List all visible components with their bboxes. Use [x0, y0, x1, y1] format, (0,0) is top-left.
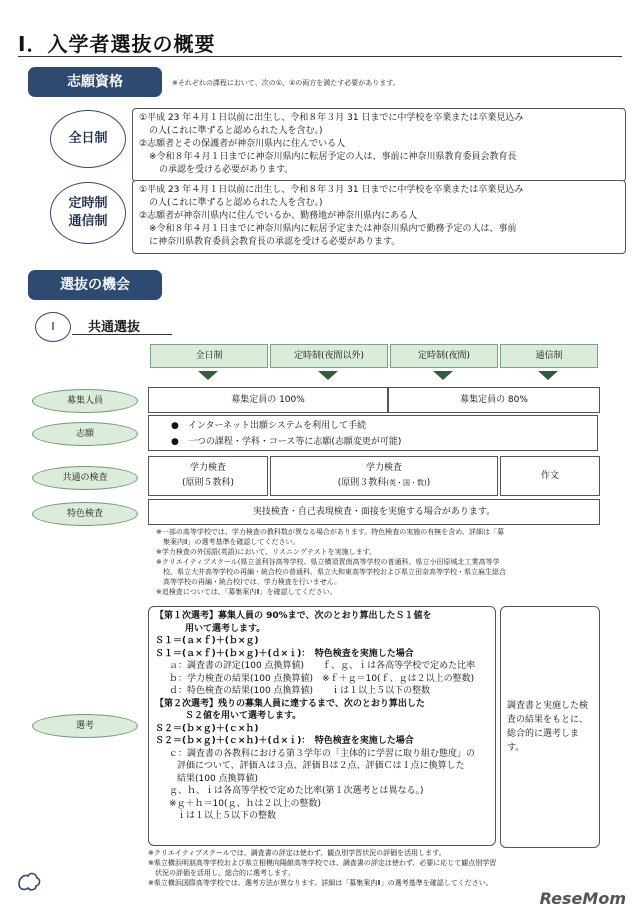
kyotsu-cell-3-text: 作文	[540, 470, 559, 481]
kyotsu-cell-1-line-2: (原則５教科)	[181, 478, 235, 488]
kyotsu-cell-2-line-2	[338, 476, 431, 491]
column-zennichi: 全日制	[150, 344, 268, 368]
senko-line: 【第１次選考】募集人員の 90%まで、次のとおり算出したＳ１値を	[155, 611, 432, 621]
row-label-shigan: 志願	[32, 422, 138, 446]
subsection-title: 共通選抜	[88, 320, 141, 335]
bullet-icon: ●	[171, 437, 188, 447]
shigan-item-1	[171, 418, 597, 434]
qualification-note: ※それぞれの課程において、次の①、②の両方を満たす必要があります。	[172, 79, 400, 87]
senko-line: 結果(100 点換算値)	[177, 773, 259, 784]
brand-logo: ReseMom	[539, 889, 626, 908]
senko-line: ※ｇ＋ｈ＝10(ｇ、ｈは２以上の整数)	[169, 798, 322, 809]
kyotsu-cell-2-main: (原則３教科	[337, 478, 387, 488]
senko-line: 評価について、評価Ａは３点、評価Ｂは２点、評価Ｃは１点に換算した	[177, 761, 465, 771]
senko-line: Ｓ２＝(ｂ×ｇ)＋(ｃ×ｈ)＋(ｄ×ｉ)： 特色検査を実施した場合	[155, 736, 414, 746]
column-teiji-night: 定時制(夜間)	[390, 344, 498, 368]
row-label-senko: 選考	[32, 714, 138, 738]
footnote-3: 状況の評価を活用し、総合的に選考します。	[155, 869, 295, 877]
kanagawa-mark-icon	[16, 870, 42, 894]
zennichi-qualification-box	[132, 108, 626, 182]
arrow-down-icon	[538, 371, 558, 380]
row-label-boshu: 募集人員	[32, 389, 138, 413]
arrow-down-icon	[198, 371, 218, 380]
kensa-note-4: ※クリエイティブスクール(県立釜利谷高等学校、県立横須賀南高等学校の普通科、県立小田原城北工業高等学	[156, 558, 500, 566]
footnote-1: ※クリエイティブスクールでは、調査書の評定は使わず、観点別学習状況の評価を活用します。	[148, 849, 446, 857]
senko-line: Ｓ２値を用いて選考します。	[185, 711, 302, 721]
teiji-line-4: ※令和８年４月１日までに神奈川県内に転居予定または神奈川県内で勤務予定の人は、事前	[149, 224, 517, 234]
senko-main-box	[148, 606, 496, 846]
subsection-number: Ⅰ	[35, 312, 71, 342]
zennichi-line-5: の承認を受ける必要があります。	[159, 165, 294, 175]
senko-line: 【第２次選考】残りの募集人員に達するまで、次のとおり算出した	[155, 698, 425, 709]
kensa-note-2: 集案内Ⅱ」の選考基準を確認してください。	[163, 538, 300, 546]
teiji-line-1: ①平成 23 年４月１日以前に出生し、令和８年３月 31 日までに中学校を卒業または卒業見込み	[139, 185, 524, 195]
teiji-qualification-box	[132, 180, 626, 254]
row-label-kyotsu: 共通の検査	[32, 466, 138, 490]
shigan-cell	[148, 415, 598, 451]
kyotsu-cell-3	[500, 456, 600, 496]
qualification-section-label: 志願資格	[28, 67, 162, 97]
arrow-down-icon	[318, 371, 338, 380]
zennichi-line-2: の人(これに準ずると認められた人を含む。)	[149, 126, 323, 136]
senko-line: Ｓ２＝(ｂ×ｇ)＋(ｃ×ｈ)	[155, 723, 259, 734]
kensa-notes	[156, 527, 604, 597]
kyotsu-cell-2-small: (英・国・数)	[386, 479, 427, 487]
senko-line: ｃ：調査書の各教科における第３学年の「主体的に学習に取り組む態度」の	[169, 748, 476, 759]
kensa-note-3: ※学力検査の外国語(英語)において、リスニングテストを実施します。	[156, 548, 377, 556]
teiji-line-5: に神奈川県教育委員会教育長の承認を受ける必要があります。	[149, 237, 401, 247]
arrow-down-icon	[433, 371, 453, 380]
shigan-item-1-text: インターネット出願システムを利用して手続	[187, 421, 367, 431]
senko-side-text: 調査書と実施した検査の結果をもとに、総合的に選考します。	[507, 701, 589, 753]
senko-line: Ｓ１＝(ａ×ｆ)＋(ｂ×ｇ)＋(ｄ×ｉ)： 特色検査を実施した場合	[155, 648, 414, 659]
kyotsu-cell-2	[270, 456, 498, 496]
senko-side-box	[500, 606, 600, 848]
kyotsu-cell-1-line-1: 学力検査	[189, 463, 226, 473]
senko-line: ｄ：特色検査の結果(100 点換算値) ｉは１以上５以下の整数	[169, 686, 431, 696]
boshu-right-text: 募集定員の 80%	[460, 394, 528, 405]
kensa-note-5: 校、県立大井高等学校の再編・統合校の普通科、県立大和東高等学校および県立田奈高等学校・県立麻生総合	[163, 568, 506, 576]
bullet-icon: ●	[171, 421, 188, 431]
senko-line: Ｓ１＝(ａ×ｆ)＋(ｂ×ｇ)	[155, 636, 259, 646]
footnote-4: ※県立横浜国際高等学校では、選考方法が異なります。詳細は「募集案内Ⅱ」の選考基準を確認してください。	[148, 879, 493, 887]
zennichi-circle-label: 全日制	[68, 131, 108, 146]
boshu-right-cell	[388, 387, 600, 413]
row-label-tokushoku: 特色検査	[32, 502, 138, 526]
shigan-item-2	[171, 434, 597, 450]
footnote-2: ※県立横浜明朋高等学校および県立相模向陽館高等学校では、調査書の評定は使わず、必要に応じて観点別学習	[148, 859, 497, 867]
column-teiji-day: 定時制(夜間以外)	[270, 344, 388, 368]
tokushoku-text: 実技検査・自己表現検査・面接を実施する場合があります。	[252, 506, 496, 517]
kyotsu-cell-2-line-1: 学力検査	[365, 463, 402, 473]
zennichi-circle	[50, 110, 126, 168]
boshu-left-cell	[148, 387, 388, 413]
boshu-left-text: 募集定員の 100%	[231, 394, 305, 405]
teiji-circle-label-2: 通信制	[68, 214, 108, 229]
senko-line: ｂ：学力検査の結果(100 点換算値) ※ｆ＋ｇ＝10(ｆ、ｇは２以上の整数)	[169, 673, 475, 684]
teiji-circle	[50, 182, 126, 244]
senko-footnotes	[148, 848, 606, 888]
senko-line: ｉは１以上５以下の整数	[177, 811, 277, 821]
title-divider	[18, 56, 622, 57]
shigan-item-2-text: 一つの課程・学科・コース等に志願(志願変更が可能)	[187, 437, 402, 447]
senko-lines	[155, 610, 489, 823]
kyotsu-cell-1	[148, 456, 268, 496]
senko-line: ａ：調査書の評定(100 点換算値) ｆ、ｇ、ｉは各高等学校で定めた比率	[169, 661, 476, 671]
kensa-note-7: ※追検査については、「募集案内Ⅱ」を確認してください。	[156, 588, 337, 596]
column-tsushin: 通信制	[500, 344, 598, 368]
kensa-note-6: 高等学校の再編・統合校)では、学力検査を行いません。	[163, 578, 342, 586]
zennichi-line-1: ①平成 23 年４月１日以前に出生し、令和８年３月 31 日までに中学校を卒業または卒業見込み	[139, 113, 524, 123]
opportunity-section-label: 選抜の機会	[28, 270, 162, 300]
subsection-underline	[72, 334, 172, 335]
page-title: Ⅰ．入学者選抜の概要	[18, 32, 216, 56]
teiji-circle-label-1: 定時制	[68, 196, 108, 211]
senko-line: 用いて選考します。	[185, 623, 266, 634]
senko-line: ｇ、ｈ、ｉは各高等学校で定めた比率(第１次選考とは異なる。)	[169, 786, 424, 796]
teiji-line-2: の人(これに準ずると認められた人を含む。)	[149, 198, 323, 208]
zennichi-line-3: ②志願者とその保護者が神奈川県内に住んでいる人	[139, 139, 346, 149]
tokushoku-cell	[148, 499, 600, 525]
teiji-line-3: ②志願者が神奈川県内に住んでいるか、勤務地が神奈川県内にある人	[139, 211, 418, 221]
kensa-note-1: ※一部の高等学校では、学力検査の教科数が異なる場合があります。特色検査の実施の有無を含め、詳細は「募	[156, 528, 505, 536]
kyotsu-cell-2-close: )	[426, 478, 431, 488]
zennichi-line-4: ※令和８年４月１日までに神奈川県内に転居予定の人は、事前に神奈川県教育委員会教育長	[149, 152, 517, 162]
